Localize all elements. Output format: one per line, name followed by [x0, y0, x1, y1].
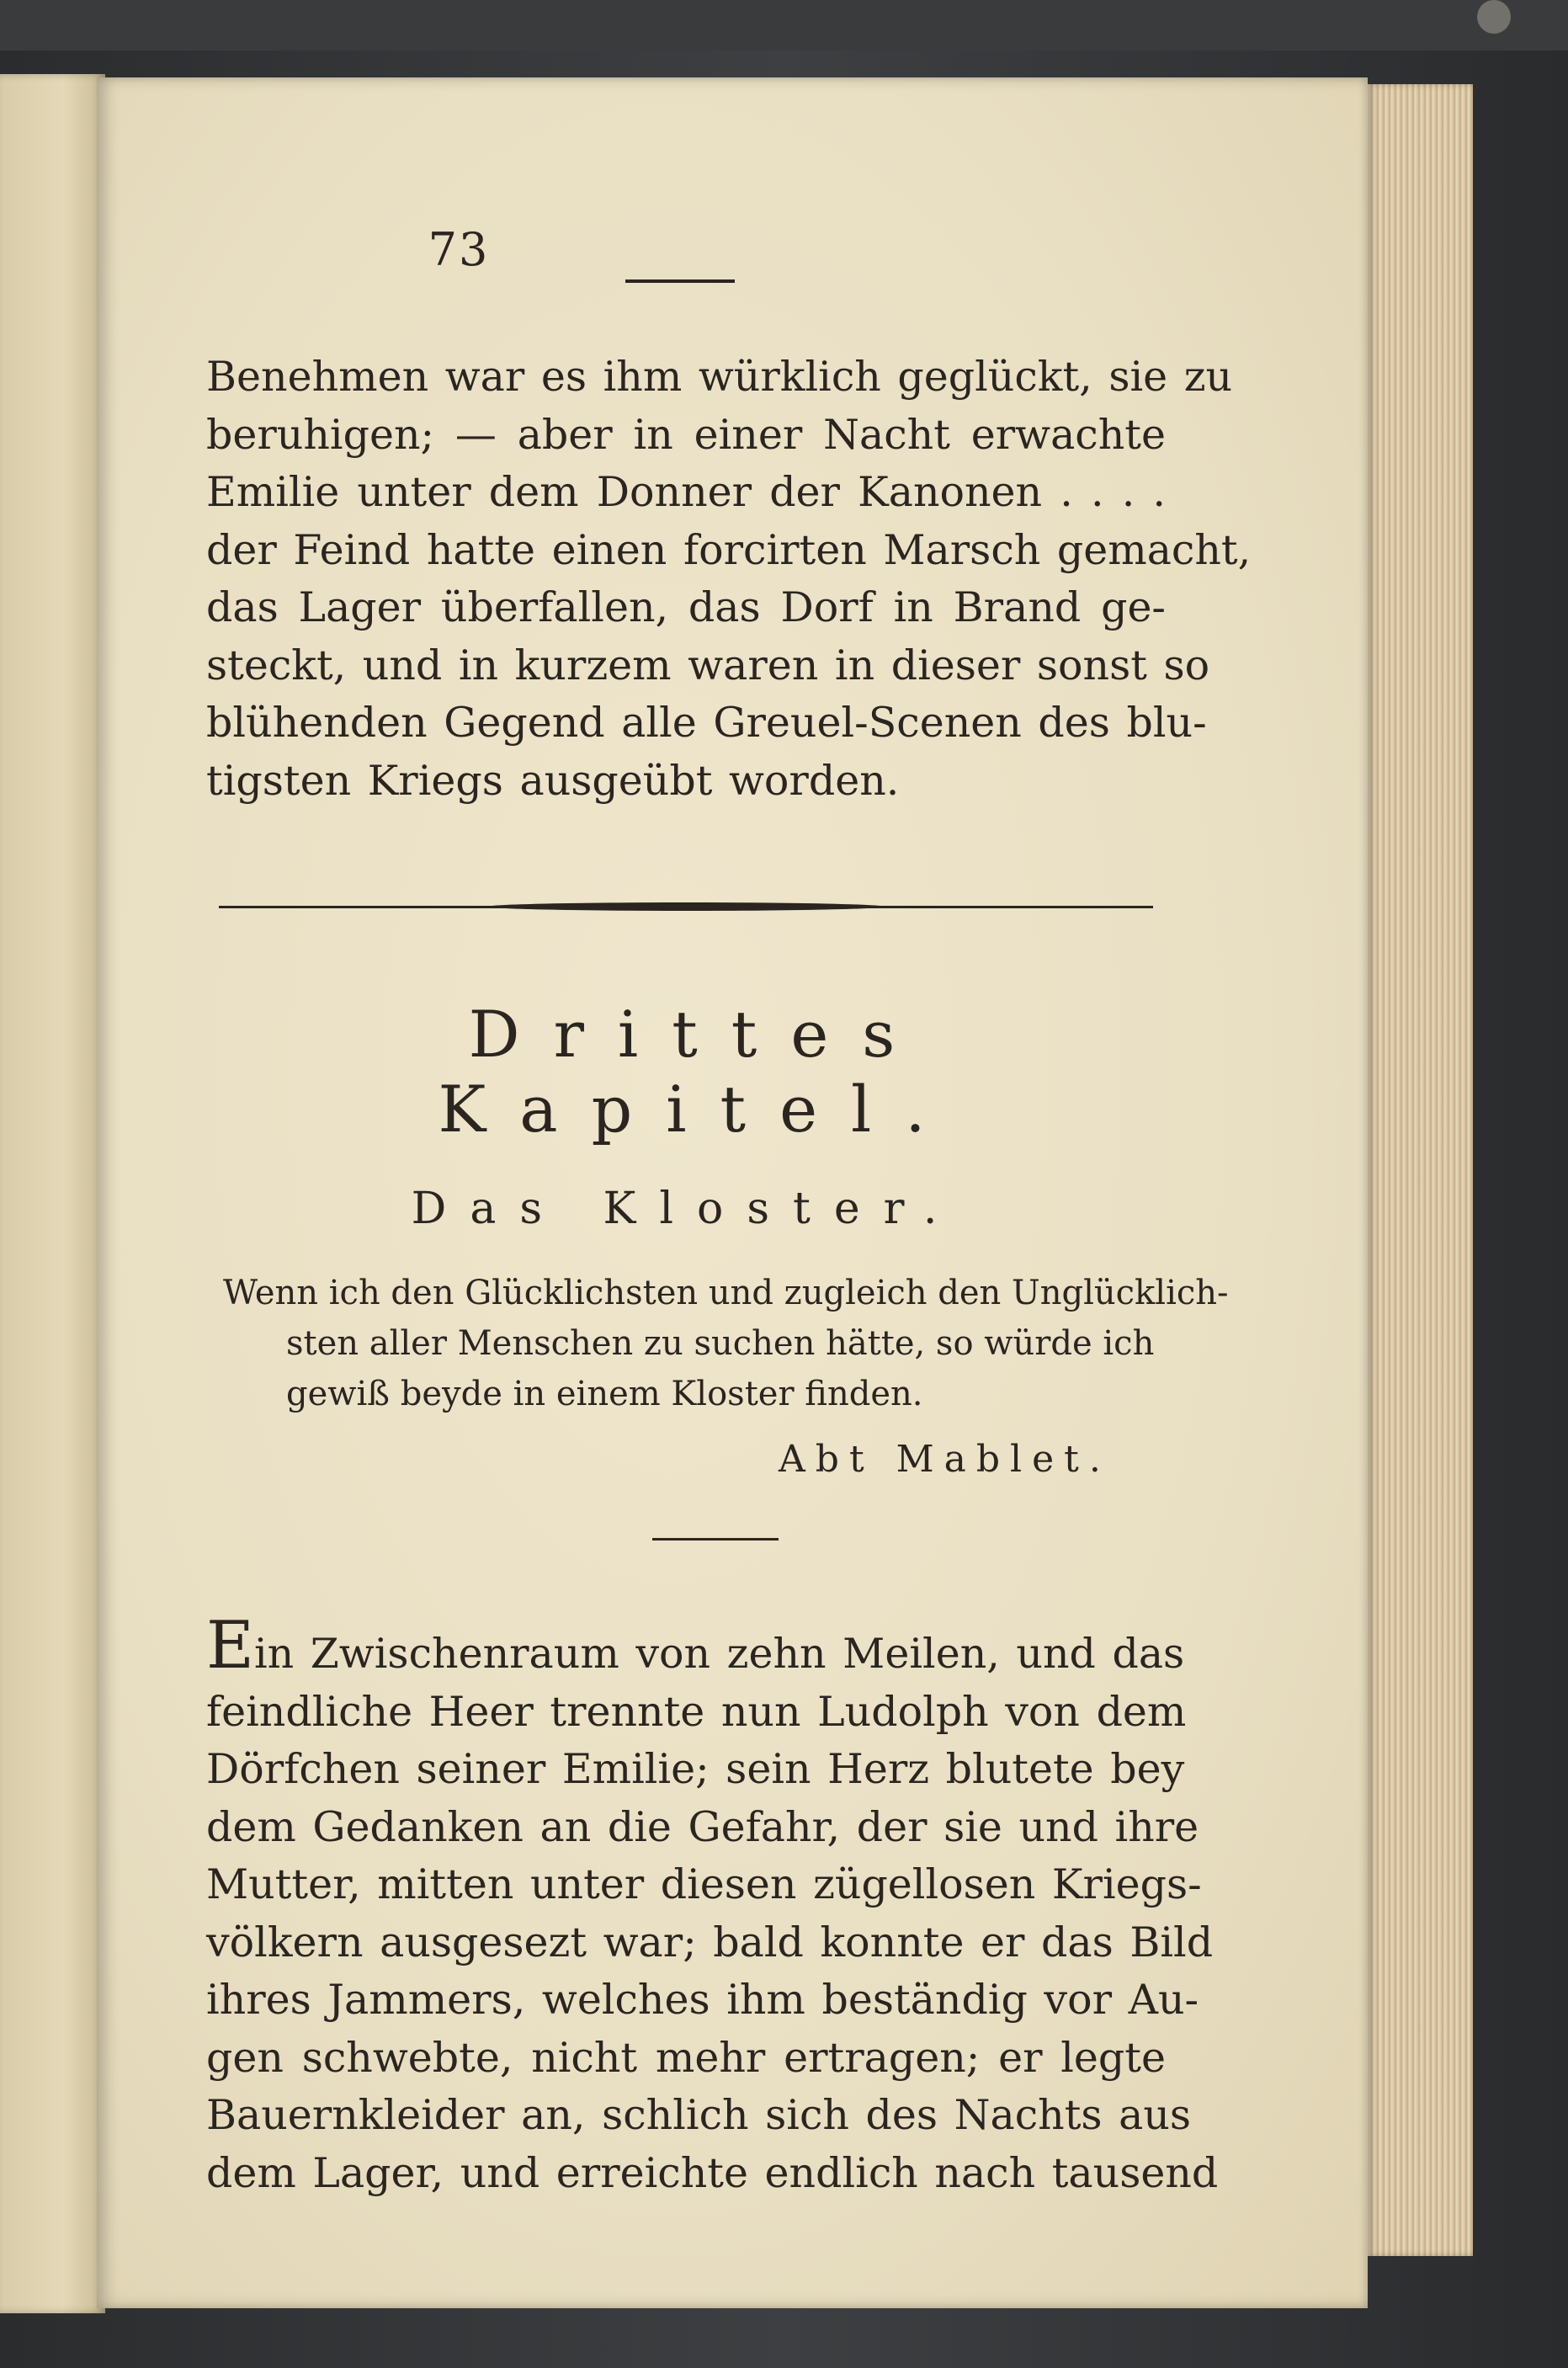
page-number: 73 — [428, 223, 490, 276]
text-line: feindliche Heer trennte nun Ludolph von dem — [206, 1687, 1187, 1736]
chapter-subtitle: Das Kloster. — [411, 1184, 961, 1234]
divider-thick-swell — [488, 902, 884, 911]
short-rule — [652, 1538, 779, 1541]
text-line: dem Lager, und erreichte endlich nach tausend — [206, 2148, 1219, 2197]
text-line: Emilie unter dem Donner der Kanonen . . . . — [206, 468, 1166, 516]
left-page-edge — [0, 74, 105, 2313]
cover-stain — [1477, 0, 1511, 34]
epigraph-attribution: Abt Mablet. — [779, 1438, 1111, 1481]
paragraph-2 — [206, 1608, 1219, 2202]
text-line-rest: in Zwischenraum von zehn Meilen, und das — [253, 1630, 1185, 1678]
text-line: dem Gedanken an die Gefahr, der sie und ihre — [206, 1802, 1199, 1851]
section-divider — [219, 901, 1153, 913]
page-number-underline — [625, 279, 735, 283]
text-line: völkern ausgesezt war; bald konnte er das Bild — [206, 1918, 1214, 1966]
text-line: beruhigen; — aber in einer Nacht erwachte — [206, 410, 1166, 459]
epigraph-line: sten aller Menschen zu suchen hätte, so würde ich — [286, 1324, 1155, 1363]
page-content — [206, 223, 1252, 2202]
text-line: das Lager überfallen, das Dorf in Brand ge- — [206, 583, 1166, 631]
text-line: Dörfchen seiner Emilie; sein Herz blutete bey — [206, 1745, 1185, 1793]
text-line: ihres Jammers, welches ihm beständig vor Au- — [206, 1976, 1199, 2024]
text-line: gen schwebte, nicht mehr ertragen; er legte — [206, 2033, 1166, 2082]
text-line: Bauernkleider an, schlich sich des Nachts aus — [206, 2091, 1192, 2139]
drop-cap: E — [206, 1608, 254, 1684]
text-line: steckt, und in kurzem waren in dieser sonst so — [206, 641, 1210, 689]
epigraph — [223, 1268, 1229, 1419]
text-line — [206, 1608, 1185, 1684]
text-line: blühenden Gegend alle Greuel-Scenen des blu- — [206, 699, 1207, 747]
paragraph-1 — [206, 349, 1252, 810]
page-edges — [1368, 84, 1473, 2256]
text-line: der Feind hatte einen forcirten Marsch gemacht, — [206, 525, 1252, 574]
chapter-title: Drittes Kapitel. — [438, 997, 959, 1147]
text-line: Benehmen war es ihm würklich geglückt, sie zu — [206, 353, 1233, 401]
epigraph-line: Wenn ich den Glücklichsten und zugleich den Unglücklich- — [223, 1274, 1229, 1312]
text-line: tigsten Kriegs ausgeübt worden. — [206, 756, 900, 805]
epigraph-line: gewiß beyde in einem Kloster finden. — [286, 1375, 923, 1413]
text-line: Mutter, mitten unter diesen zügellosen Kriegs- — [206, 1860, 1202, 1908]
